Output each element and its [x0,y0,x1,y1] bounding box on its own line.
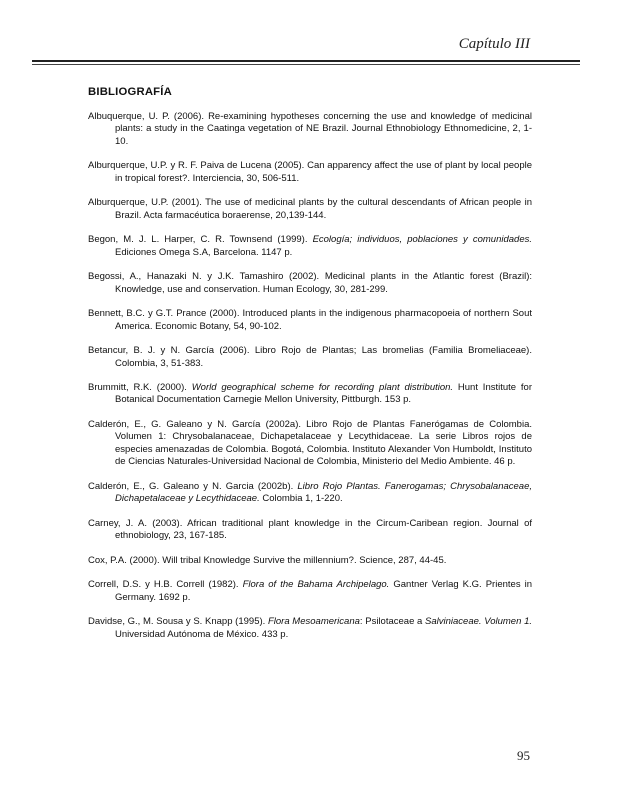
reference-title-italic: Salviniaceae. Volumen 1. [425,616,532,628]
reference-item: Calderón, E., G. Galeano y N. Garcia (2002b). Libro Rojo Plantas. Fanerogamas; Chrysobalanaceae, Dichapetalaceae y Lecythidaceae. Colombia 1, 1-220. [88,480,532,505]
reference-item: Betancur, B. J. y N. García (2006). Libro Rojo de Plantas; Las bromelias (Familia Bromeliaceae). Colombia, 3, 51-383. [88,345,532,369]
reference-list [88,111,532,653]
reference-item: Bennett, B.C. y G.T. Prance (2000). Introduced plants in the indigenous pharmacopoeia of northern Sout America. Economic Botany, 54, 90-102. [88,308,532,332]
reference-title-italic: Libro Rojo Plantas. Fanerogamas; Chrysobalanaceae, Dichapetalaceae y Lecythidaceae. [115,480,532,505]
reference-item: Albuquerque, U. P. (2006). Re-examining hypotheses concerning the use and knowledge of medicinal plants: a study in the Caatinga vegetation of NE Brazil. Journal Ethnobiology Ethnomedicine, 2, 1-10. [88,111,532,147]
reference-title-italic: World geographical scheme for recording plant distribution. [191,382,454,394]
page-number: 95 [517,748,530,763]
reference-item: Alburquerque, U.P. (2001). The use of medicinal plants by the cultural descendants of African people in Brazil. Acta farmacéutica boraerense, 20,139-144. [88,197,532,221]
reference-title-italic: Flora Mesoamericana [267,616,360,628]
reference-item: Cox, P.A. (2000). Will tribal Knowledge Survive the millennium?. Science, 287, 44-45. [88,554,447,566]
reference-item: Begossi, A., Hanazaki N. y J.K. Tamashiro (2002). Medicinal plants in the Atlantic forest (Brazil): Knowledge, use and conservation. Human Ecology, 30, 281-299. [88,271,532,295]
chapter-header: Capítulo III [458,36,530,52]
reference-item: Alburquerque, U.P. y R. F. Paiva de Lucena (2005). Can apparency affect the use of plant by local people in tropical forest?. Interciencia, 30, 506-511. [88,160,532,184]
header-rule-thick [32,60,580,62]
reference-title-italic: Flora of the Bahama Archipelago. [242,579,390,591]
reference-item: Calderón, E., G. Galeano y N. García (2002a). Libro Rojo de Plantas Fanerógamas de Colombia. Volumen 1: Chrysobalanaceae, Dichapetalaceae y Lecythidaceae. La serie Libros rojos de especies amenazadas de Colombia. Bogotá, Colombia. Instituto Alexander Von Humboldt, Instituto de Ciencias Naturales-Universidad Nacional de Colombia, Ministerio del Medio Ambiente. 46 p. [88,419,532,468]
reference-item: Begon, M. J. L. Harper, C. R. Townsend (1999). Ecología; individuos, poblaciones y comunidades. Ediciones Omega S.A, Barcelona. 1147 p. [88,234,532,258]
reference-item: Davidse, G., M. Sousa y S. Knapp (1995). Flora Mesoamericana: Psilotaceae a Salviniaceae. Volumen 1. Universidad Autónoma de México. 433 p. [88,616,532,640]
header-rule-thin [32,64,580,65]
reference-item: Correll, D.S. y H.B. Correll (1982). Flora of the Bahama Archipelago. Gantner Verlag K.G. Prientes in Germany. 1692 p. [88,579,532,603]
reference-item: Carney, J. A. (2003). African traditional plant knowledge in the Circum-Caribean region. Journal of ethnobiology, 23, 167-185. [88,517,532,542]
section-title: BIBLIOGRAFÍA [88,86,172,98]
reference-item: Brummitt, R.K. (2000). World geographical scheme for recording plant distribution. Hunt Institute for Botanical Documentation Carnegie Mellon University, Pittburgh. 153 p. [88,382,533,406]
reference-title-italic: Ecología; individuos, poblaciones y comunidades. [312,234,532,246]
